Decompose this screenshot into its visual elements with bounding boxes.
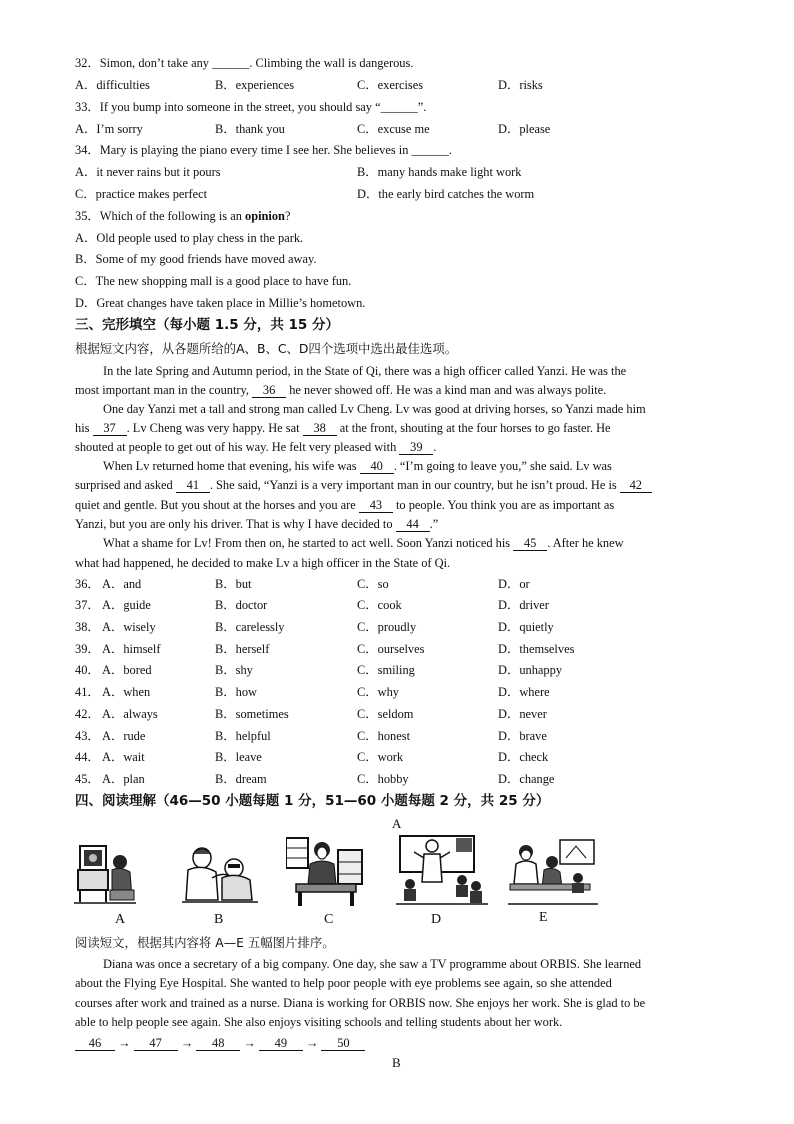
picture-label: D — [431, 912, 442, 927]
cloze-number: 42． — [75, 707, 100, 721]
section-4-title: 四、阅读理解（46—50 小题每题 1 分，51—60 小题每题 2 分，共 25 分） — [75, 793, 550, 809]
cloze-option-a: A．wait — [102, 750, 145, 764]
cloze-option-c: C．hobby — [357, 772, 409, 786]
cloze-number: 36． — [75, 577, 100, 591]
passage-line: One day Yanzi met a tall and strong man called Lv Cheng. Lv was good at driving horses, so Yanzi made him — [103, 402, 646, 416]
blank-47: 47 — [134, 1036, 178, 1051]
cloze-option-d: D．or — [498, 577, 530, 591]
blank-46: 46 — [75, 1036, 115, 1051]
ordering-answer-row — [75, 1035, 365, 1051]
passage-line: most important man in the country, 36 he never showed off. He was a kind man and was always polite. — [75, 383, 607, 397]
blank-43: 43 — [359, 498, 393, 513]
picture-a-tv-watching — [74, 840, 136, 908]
cloze-option-c: C．work — [357, 750, 404, 764]
blank-49: 49 — [259, 1036, 303, 1051]
passage-line: his 37 . Lv Cheng was very happy. He sat 38 at the front, shouting at the four horses to go faster. He — [75, 421, 611, 435]
blank-38: 38 — [303, 421, 337, 436]
q34-option-a: A．it never rains but it pours — [75, 165, 221, 179]
q35-option-d: D．Great changes have taken place in Millie’s hometown. — [75, 296, 366, 310]
reading-a-line: courses after work and trained as a nurse. Diana is working for ORBIS now. She enjoys her work. She is glad to be — [75, 996, 646, 1010]
q34-option-c: C．practice makes perfect — [75, 187, 208, 201]
arrow-icon: → — [180, 1036, 194, 1050]
blank-36: 36 — [252, 383, 286, 398]
part-a-label: A — [392, 816, 402, 831]
section-3-instructions: 根据短文内容，从各题所给的A、B、C、D四个选项中选出最佳选项。 — [75, 341, 458, 356]
cloze-option-c: C．ourselves — [357, 642, 425, 656]
cloze-option-b: B．sometimes — [215, 707, 289, 721]
reading-a-instructions: 阅读短文，根据其内容将 A—E 五幅图片排序。 — [75, 935, 335, 950]
cloze-number: 45． — [75, 772, 100, 786]
q34-option-b: B．many hands make light work — [357, 165, 522, 179]
q32-option-c: C．exercises — [357, 78, 424, 92]
cloze-option-d: D．where — [498, 685, 550, 699]
question-32: 32．Simon, don’t take any ______. Climbing the wall is dangerous. — [75, 56, 414, 70]
blank-37: 37 — [93, 421, 127, 436]
cloze-option-b: B．herself — [215, 642, 270, 656]
passage-line: shouted at people to get out of his way. He felt very pleased with 39 . — [75, 440, 437, 454]
cloze-option-d: D．themselves — [498, 642, 575, 656]
blank-42: 42 — [620, 478, 652, 493]
picture-row — [74, 832, 614, 932]
q35-option-c: C．The new shopping mall is a good place to have fun. — [75, 274, 352, 288]
blank-40: 40 — [360, 459, 394, 474]
q34-option-d: D．the early bird catches the worm — [357, 187, 535, 201]
cloze-option-d: D．brave — [498, 729, 547, 743]
cloze-option-a: A．bored — [102, 663, 152, 677]
cloze-option-a: A．rude — [102, 729, 146, 743]
cloze-option-a: A．wisely — [102, 620, 156, 634]
cloze-option-c: C．so — [357, 577, 389, 591]
question-35: 35．Which of the following is an opinion? — [75, 209, 291, 223]
passage-line: surprised and asked 41 . She said, “Yanzi is a very important man in our country, but he isn’t proud. He is 42 — [75, 477, 652, 493]
picture-label: E — [539, 910, 548, 925]
cloze-option-b: B．shy — [215, 663, 253, 677]
cloze-option-b: B．leave — [215, 750, 262, 764]
q33-option-d: D．please — [498, 122, 551, 136]
question-34: 34．Mary is playing the piano every time I see her. She believes in ______. — [75, 143, 452, 157]
cloze-number: 38． — [75, 620, 100, 634]
cloze-option-c: C．why — [357, 685, 399, 699]
blank-48: 48 — [196, 1036, 240, 1051]
cloze-option-a: A．and — [102, 577, 142, 591]
picture-b-nurse-patient — [180, 842, 260, 908]
reading-a-line: able to help people see again. She also enjoys visiting schools and telling students about her work. — [75, 1015, 563, 1029]
cloze-option-b: B．but — [215, 577, 252, 591]
picture-c-office-secretary — [286, 836, 366, 908]
cloze-option-d: D．quietly — [498, 620, 554, 634]
passage-line: When Lv returned home that evening, his wife was 40 . “I’m going to leave you,” she said. Lv was — [103, 459, 612, 473]
cloze-option-c: C．smiling — [357, 663, 415, 677]
cloze-number: 43． — [75, 729, 100, 743]
cloze-option-b: B．dream — [215, 772, 267, 786]
blank-50: 50 — [321, 1036, 365, 1051]
cloze-option-b: B．how — [215, 685, 257, 699]
blank-45: 45 — [513, 536, 547, 551]
part-b-label: B — [392, 1055, 401, 1070]
blank-44: 44 — [396, 517, 430, 532]
cloze-option-d: D．driver — [498, 598, 549, 612]
cloze-number: 44． — [75, 750, 100, 764]
q33-option-a: A．I’m sorry — [75, 122, 143, 136]
cloze-option-c: C．cook — [357, 598, 402, 612]
picture-d-classroom-talk — [396, 832, 488, 908]
picture-label: C — [324, 912, 334, 927]
q35-option-b: B．Some of my good friends have moved away. — [75, 252, 317, 266]
blank-39: 39 — [399, 440, 433, 455]
cloze-option-a: A．when — [102, 685, 151, 699]
cloze-option-c: C．seldom — [357, 707, 414, 721]
passage-line: what had happened, he decided to make Lv a high officer in the State of Qi. — [75, 556, 451, 570]
cloze-option-b: B．doctor — [215, 598, 268, 612]
cloze-option-a: A．himself — [102, 642, 161, 656]
section-3-title: 三、完形填空（每小题 1.5 分，共 15 分） — [75, 317, 340, 333]
passage-line: In the late Spring and Autumn period, in the State of Qi, there was a high officer called Yanzi. He was the — [103, 364, 627, 378]
arrow-icon: → — [243, 1036, 256, 1050]
picture-label: B — [214, 912, 224, 927]
picture-label: A — [115, 912, 126, 927]
q32-option-b: B．experiences — [215, 78, 295, 92]
arrow-icon: → — [305, 1036, 319, 1050]
passage-line: What a shame for Lv! From then on, he started to act well. Soon Yanzi noticed his 45 . After he knew — [103, 536, 624, 550]
reading-a-line: about the Flying Eye Hospital. She wanted to help poor people with eye problems see again, so she attended — [75, 976, 612, 990]
q35-option-a: A．Old people used to play chess in the park. — [75, 231, 304, 245]
cloze-option-d: D．check — [498, 750, 549, 764]
reading-a-line: Diana was once a secretary of a big company. One day, she saw a TV programme about ORBIS. She learned — [103, 957, 642, 971]
blank-41: 41 — [176, 478, 210, 493]
q33-option-c: C．excuse me — [357, 122, 430, 136]
passage-line: Yanzi, but you are only his driver. That is why I have decided to 44 .” — [75, 517, 439, 531]
cloze-option-a: A．always — [102, 707, 158, 721]
cloze-option-d: D．never — [498, 707, 547, 721]
q32-option-a: A．difficulties — [75, 78, 150, 92]
q32-option-d: D．risks — [498, 78, 543, 92]
cloze-number: 37． — [75, 598, 100, 612]
cloze-option-c: C．honest — [357, 729, 411, 743]
picture-e-training-class — [508, 838, 598, 908]
arrow-icon: → — [118, 1036, 131, 1050]
cloze-number: 39． — [75, 642, 100, 656]
cloze-option-b: B．carelessly — [215, 620, 285, 634]
cloze-option-d: D．unhappy — [498, 663, 563, 677]
cloze-number: 40． — [75, 663, 100, 677]
question-33: 33．If you bump into someone in the street, you should say “______”. — [75, 100, 427, 114]
cloze-option-a: A．plan — [102, 772, 145, 786]
cloze-option-c: C．proudly — [357, 620, 417, 634]
cloze-option-a: A．guide — [102, 598, 151, 612]
cloze-option-b: B．helpful — [215, 729, 271, 743]
q33-option-b: B．thank you — [215, 122, 285, 136]
cloze-number: 41． — [75, 685, 100, 699]
passage-line: quiet and gentle. But you shout at the horses and you are 43 to people. You think you are as important as — [75, 498, 615, 512]
cloze-option-d: D．change — [498, 772, 555, 786]
